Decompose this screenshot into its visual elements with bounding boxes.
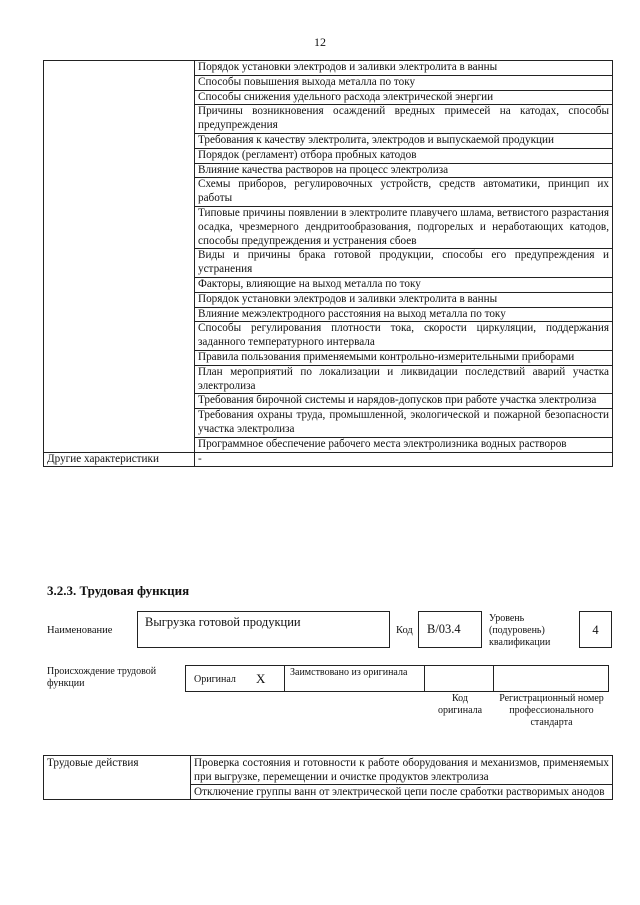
knowledge-item: Способы снижения удельного расхода электрической энергии — [195, 90, 613, 105]
knowledge-row — [44, 61, 613, 76]
code-box — [418, 611, 482, 648]
origin-divider — [284, 666, 285, 691]
code-caption: Код оригинала — [437, 693, 483, 716]
knowledge-item: Влияние межэлектродного расстояния на выход металла по току — [195, 307, 613, 322]
knowledge-label-cell — [44, 61, 195, 453]
name-label: Наименование — [47, 625, 113, 636]
other-characteristics-row — [44, 452, 613, 467]
function-name-box — [137, 611, 390, 648]
code-value: В/03.4 — [427, 622, 461, 636]
section-heading: 3.2.3. Трудовая функция — [47, 583, 190, 598]
knowledge-item: Порядок (регламент) отбора пробных катодов — [195, 148, 613, 163]
original-label: Оригинал — [194, 674, 236, 685]
knowledge-item: Схемы приборов, регулировочных устройств, средств автоматики, принцип их работы — [195, 178, 613, 207]
labor-action-item: Отключение группы ванн от электрической цепи после сработки растворимых анодов — [191, 785, 613, 800]
origin-divider — [424, 666, 425, 691]
knowledge-item: Правила пользования применяемыми контрольно-измерительными приборами — [195, 350, 613, 365]
level-value: 4 — [592, 623, 599, 637]
knowledge-item: Способы регулирования плотности тока, скорости циркуляции, поддержания заданного температурного интервала — [195, 322, 613, 351]
knowledge-item: Факторы, влияющие на выход металла по току — [195, 277, 613, 292]
knowledge-item: Влияние качества растворов на процесс электролиза — [195, 163, 613, 178]
knowledge-item: Причины возникновения осаждений вредных примесей на катодах, способы предупреждения — [195, 105, 613, 134]
labor-action-item: Проверка состояния и готовности к работе оборудования и механизмов, применяемых при выгрузке, перемещении и очистке продуктов электролиза — [191, 756, 613, 785]
function-name-value: Выгрузка готовой продукции — [145, 615, 301, 629]
origin-row — [185, 665, 609, 692]
knowledge-item: Программное обеспечение рабочего места электролизника водных растворов — [195, 437, 613, 452]
code-label: Код — [396, 625, 413, 636]
level-label: Уровень (подуровень) квалификации — [489, 613, 551, 648]
other-characteristics-value: - — [195, 452, 613, 467]
origin-divider — [493, 666, 494, 691]
other-characteristics-label: Другие характеристики — [44, 452, 195, 467]
knowledge-item: Порядок установки электродов и заливки электролита в ванны — [195, 61, 613, 76]
knowledge-item: Требования к качеству электролита, электродов и выпускаемой продукции — [195, 133, 613, 148]
knowledge-item: План мероприятий по локализации и ликвидации последствий аварий участка электролиза — [195, 365, 613, 394]
knowledge-item: Требования охраны труда, промышленной, экологической и пожарной безопасности участка электролиза — [195, 409, 613, 438]
labor-action-row — [44, 756, 613, 785]
borrowed-label: Заимствовано из оригинала — [290, 667, 408, 678]
reg-caption: Регистрационный номер профессионального стандарта — [499, 693, 604, 728]
labor-actions-label: Трудовые действия — [44, 756, 191, 800]
knowledge-item: Порядок установки электродов и заливки электролита в ванны — [195, 292, 613, 307]
knowledge-item: Способы повышения выхода металла по току — [195, 75, 613, 90]
knowledge-item: Типовые причины появлении в электролите плавучего шлама, ветвистого разрастания осадка, чрезмерного дендритообразования, подгорелых и неработающих катодов, способы предупреждения и устранения сбоев — [195, 206, 613, 248]
origin-label: Происхождение трудовой функции — [47, 666, 157, 689]
knowledge-item: Требования бирочной системы и нарядов-допусков при работе участка электролиза — [195, 394, 613, 409]
labor-actions-table — [43, 755, 613, 800]
level-box — [579, 611, 612, 648]
page-number: 12 — [314, 35, 326, 49]
knowledge-item: Виды и причины брака готовой продукции, способы его предупреждения и устранения — [195, 249, 613, 278]
original-mark: X — [256, 671, 266, 686]
knowledge-table — [43, 60, 613, 467]
